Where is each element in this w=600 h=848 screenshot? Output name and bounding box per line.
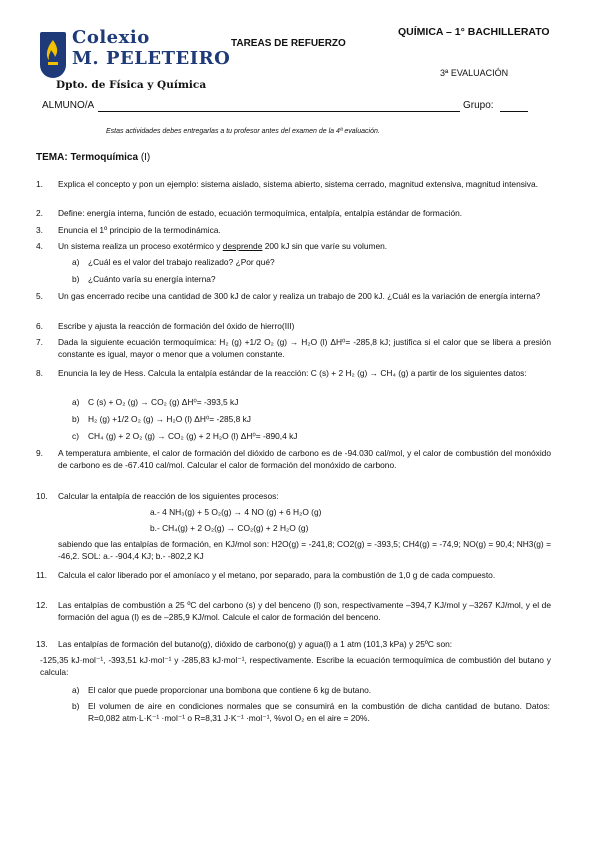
question-number: 10.	[36, 491, 48, 501]
question-text: Un sistema realiza un proceso exotérmico y desprende 200 kJ sin que varíe su volumen.	[58, 241, 388, 251]
q13-values: -125,35 kJ·mol⁻¹, -393,51 kJ·mol⁻¹ y -285,83 kJ·mol⁻¹, respectivamente. Escribe la ecuación termoquímica de combustión del butano y calcula:	[40, 655, 551, 677]
question-11	[36, 569, 551, 581]
question-number: 9.	[36, 448, 43, 458]
question-number: 3.	[36, 225, 43, 235]
question-10	[36, 490, 551, 502]
question-text: Define: energía interna, función de estado, ecuación termoquímica, entalpía, entalpía estándar de formación.	[58, 208, 463, 218]
question-9	[36, 447, 551, 471]
question-4	[36, 240, 551, 252]
question-2	[36, 207, 551, 219]
question-6	[36, 320, 551, 332]
subject-label: QUÍMICA – 1° BACHILLERATO	[398, 26, 550, 38]
evaluation-label: 3ª EVALUACIÓN	[440, 68, 509, 78]
question-text: Las entalpías de formación del butano(g), dióxido de carbono(g) y agua(l) a 1 atm (101,3 kPa) y 25ºC son:	[58, 639, 453, 649]
question-number: 7.	[36, 337, 43, 347]
question-text: Un gas encerrado recibe una cantidad de 300 kJ de calor y realiza un trabajo de 200 kJ. ¿Cuál es la variación de energía interna?	[58, 291, 541, 301]
question-number: 4.	[36, 241, 43, 251]
question-text: Enuncia la ley de Hess. Calcula la entalpía estándar de la reacción: C (s) + 2 H₂ (g) → CH₄ (g) a partir de los siguientes datos:	[58, 368, 527, 378]
question-text: Calcula el calor liberado por el amoníaco y el metano, por separado, para la combustión de 1,0 g de cada compuesto.	[58, 570, 496, 580]
q10-data: sabiendo que las entalpías de formación, en KJ/mol son: H2O(g) = -241,8; CO2(g) = -393,5; CH4(g) = -74,9; NO(g) = 90,4; NH3(g) = -46,2. SOL: a.- -904,4 KJ; b.- -802,2 KJ	[58, 539, 551, 561]
group-label: Grupo:	[463, 100, 494, 111]
q8-sub-c: c) CH₄ (g) + 2 O₂ (g) → CO₂ (g) + 2 H₂O (l) ΔH⁰= -890,4 kJ	[72, 431, 298, 441]
q10-process-a: a.- 4 NH₃(g) + 5 O₂(g) → 4 NO (g) + 6 H₂O (g)	[150, 507, 322, 517]
school-logo-icon	[40, 32, 66, 78]
question-1	[36, 178, 551, 190]
department-name: Dpto. de Física y Química	[56, 79, 207, 91]
question-number: 13.	[36, 639, 48, 649]
question-text: A temperatura ambiente, el calor de formación del dióxido de carbono es de -94.030 cal/mol, y el calor de combustión del monóxido de carbono es de -67.410 cal/mol. Calcular el calor de formación del monóxido de carbono.	[58, 448, 551, 470]
topic-heading	[36, 152, 150, 163]
question-number: 5.	[36, 291, 43, 301]
question-13	[36, 638, 551, 650]
question-3	[36, 224, 551, 236]
question-5	[36, 290, 551, 302]
question-text: Escribe y ajusta la reacción de formación del óxido de hierro(III)	[58, 321, 295, 331]
question-text: Enuncia el 1º principio de la termodinámica.	[58, 225, 221, 235]
question-7	[36, 336, 551, 360]
page-title: TAREAS DE REFUERZO	[231, 38, 346, 49]
question-8	[36, 367, 551, 379]
question-number: 1.	[36, 179, 43, 189]
question-number: 11.	[36, 570, 48, 580]
question-number: 6.	[36, 321, 43, 331]
group-field[interactable]	[500, 111, 528, 112]
topic-label: TEMA: Termoquímica	[36, 152, 139, 163]
topic-part: (I)	[140, 152, 151, 163]
student-name-label: ALMUNO/A	[42, 100, 95, 111]
question-number: 8.	[36, 368, 43, 378]
question-text: Dada la siguiente ecuación termoquímica: H₂ (g) +1/2 O₂ (g) → H₂O (l) ΔH⁰= -285,8 kJ; justifica si el calor que se libera a presión constante es igual, mayor o menor que a volumen constante.	[58, 337, 551, 359]
q8-sub-b: b) H₂ (g) +1/2 O₂ (g) → H₂O (l) ΔH⁰= -285,8 kJ	[72, 414, 251, 424]
q4-sub-b: b) ¿Cuánto varía su energía interna?	[72, 274, 216, 284]
question-text: Explica el concepto y pon un ejemplo: sistema aislado, sistema abierto, sistema cerrado, magnitud extensiva, magnitud intensiva.	[58, 179, 538, 189]
q13-sub-b: b) El volumen de aire en condiciones normales que se consumirá en la combustión de dicha cantidad de butano. Datos: R=0,082 atm·L·K⁻¹ ·mol⁻¹ o R=8,31 J·K⁻¹ ·mol⁻¹, %vol O₂ en el aire = 20%.	[72, 701, 550, 723]
q13-sub-a: a) El calor que puede proporcionar una bombona que contiene 6 kg de butano.	[72, 685, 372, 695]
school-name-line1: Colexio	[72, 27, 150, 48]
student-name-field[interactable]	[98, 111, 460, 112]
question-text: Las entalpías de combustión a 25 ºC del carbono (s) y del benceno (l) son, respectivamente –394,7 KJ/mol y –3267 KJ/mol, y el de formación del agua (l) es de –285,9 KJ/mol. Calcule el calor de formación del benceno.	[58, 600, 551, 622]
question-number: 12.	[36, 600, 48, 610]
question-number: 2.	[36, 208, 43, 218]
q10-process-b: b.- CH₄(g) + 2 O₂(g) → CO₂(g) + 2 H₂O (g)	[150, 523, 309, 533]
q4-sub-a: a) ¿Cuál es el valor del trabajo realizado? ¿Por qué?	[72, 257, 275, 267]
instructions-note: Estas actividades debes entregarlas a tu profesor antes del examen de la 4ª evaluación.	[106, 128, 380, 135]
question-12	[36, 599, 551, 623]
q8-sub-a: a) C (s) + O₂ (g) → CO₂ (g) ΔH⁰= -393,5 kJ	[72, 397, 239, 407]
school-name-line2: M. PELETEIRO	[72, 48, 231, 69]
question-text: Calcular la entalpía de reacción de los siguientes procesos:	[58, 491, 279, 501]
